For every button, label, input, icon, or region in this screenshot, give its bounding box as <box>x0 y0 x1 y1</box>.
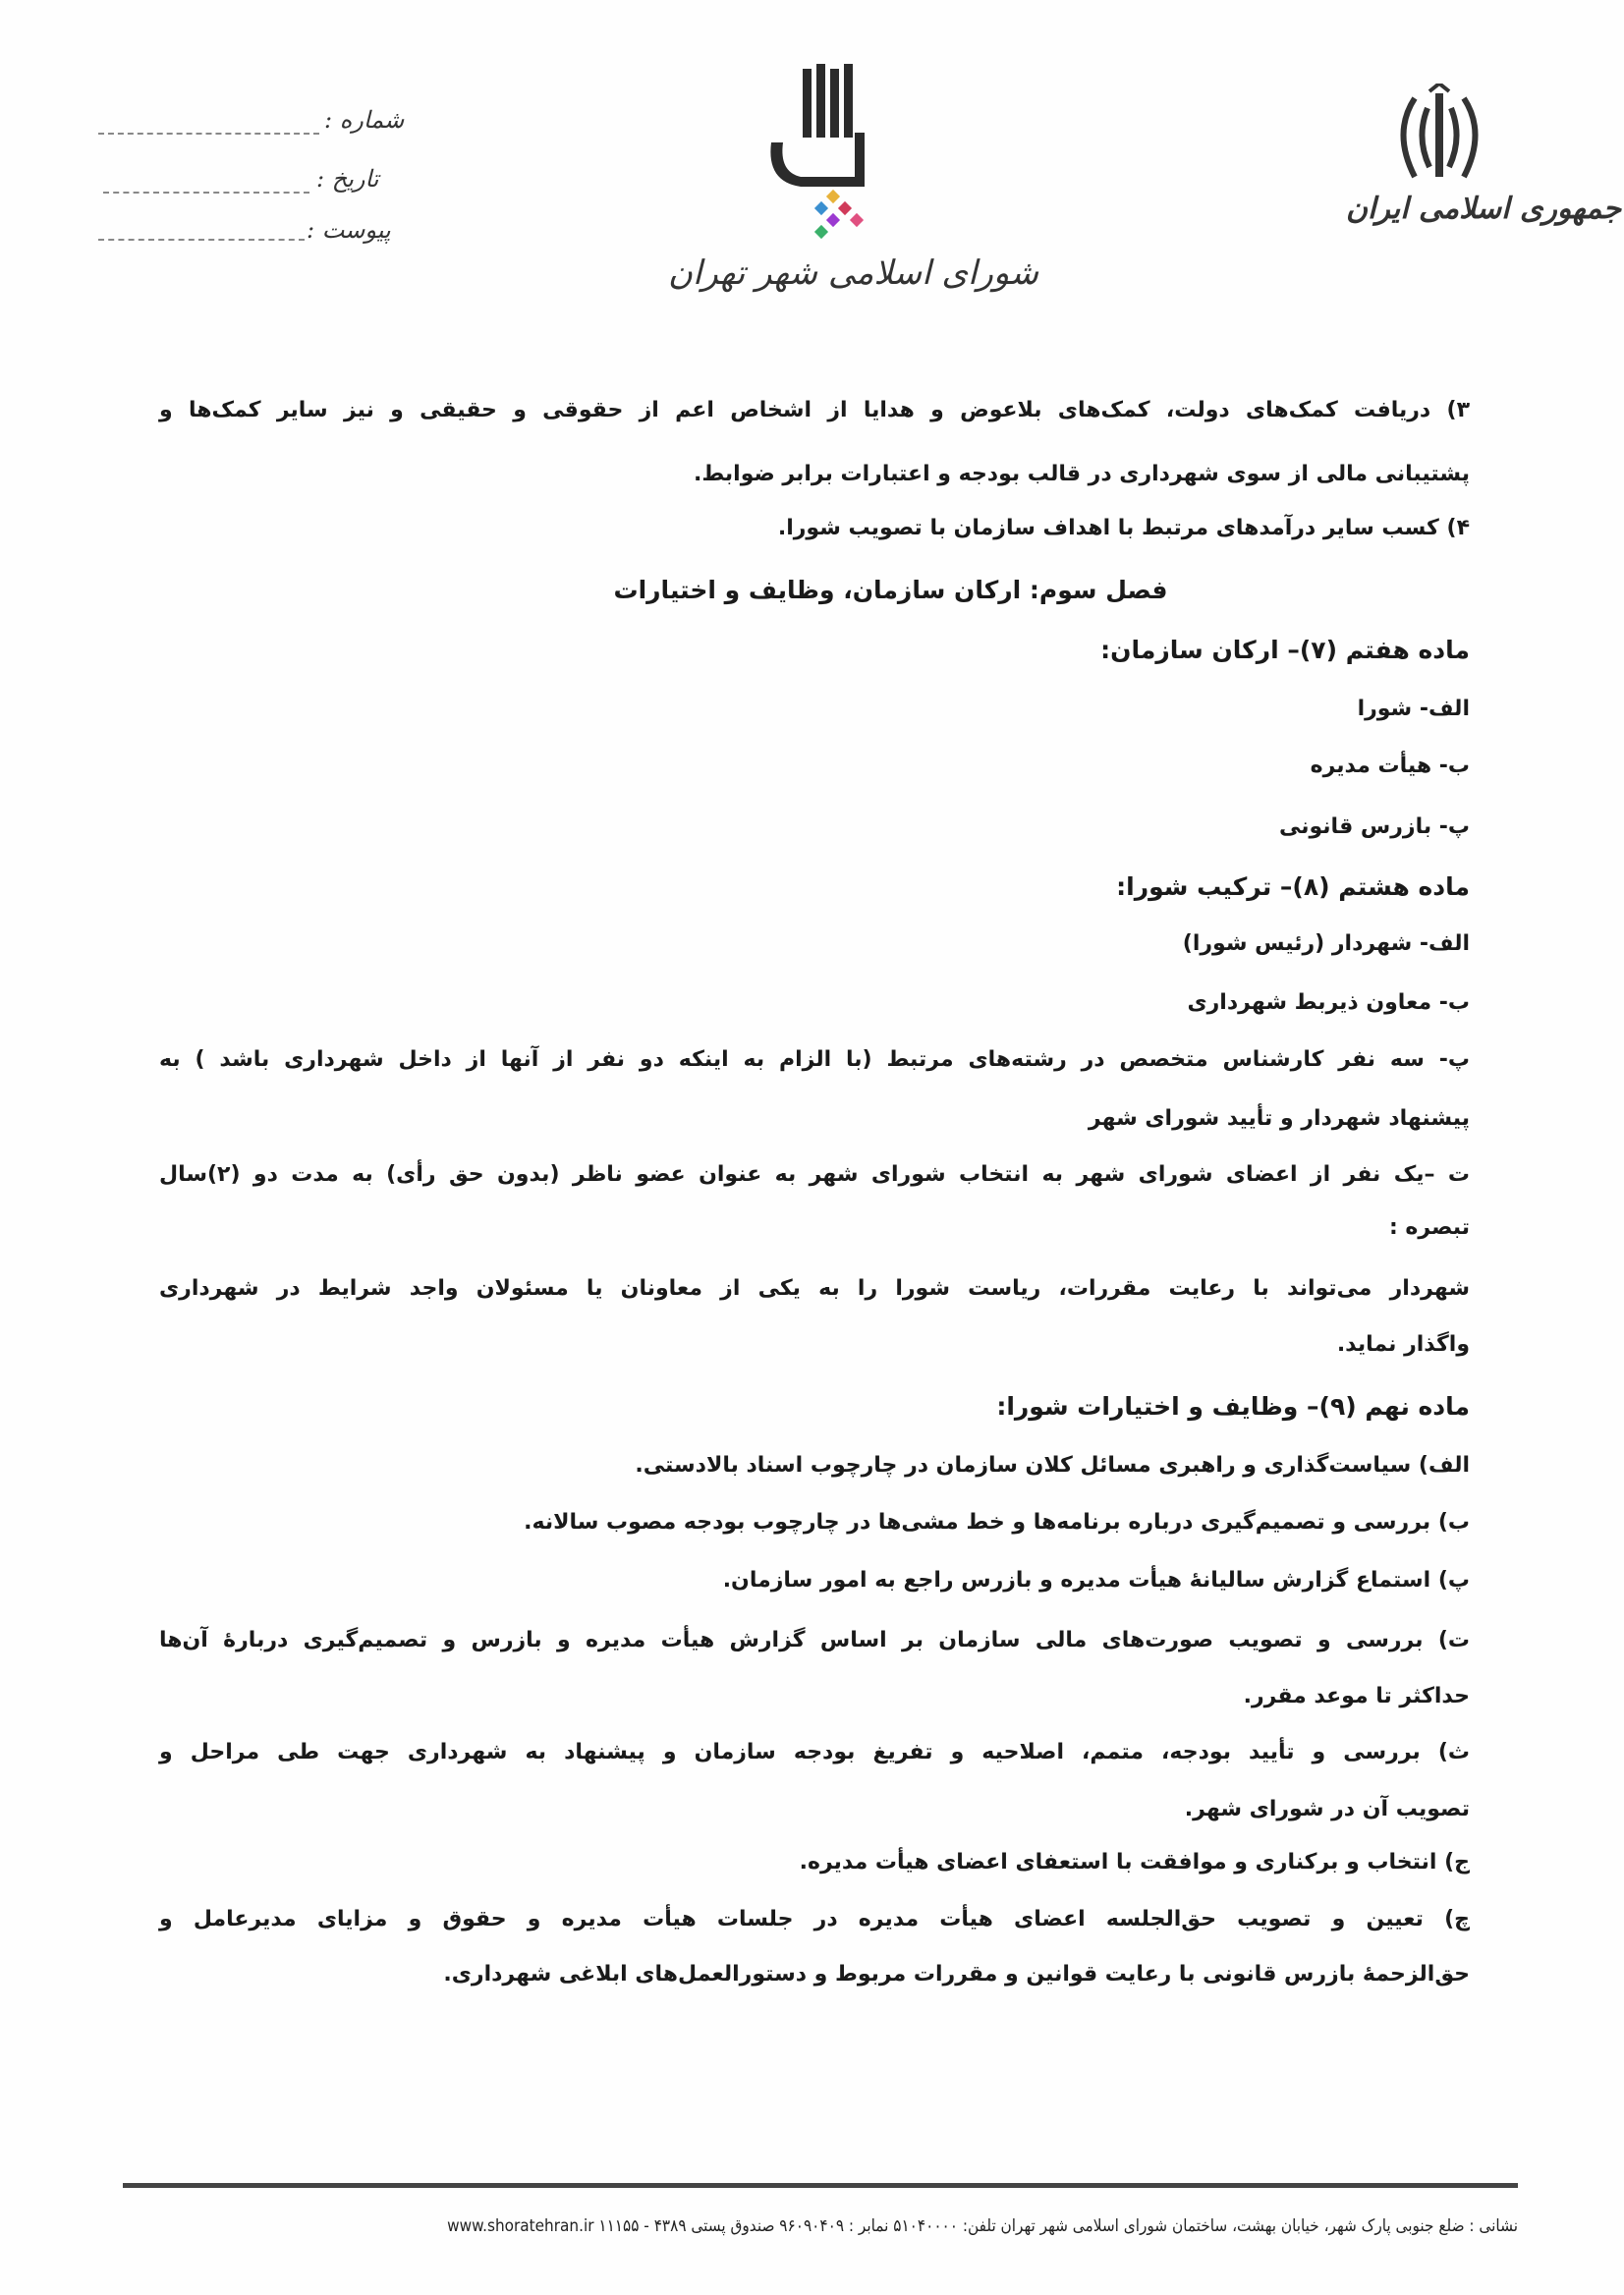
body-line: پیشنهاد شهردار و تأیید شورای شهر <box>1088 1106 1470 1131</box>
field-attachment-label: پیوست : <box>307 216 391 244</box>
field-number-line <box>98 133 319 135</box>
body-line: پ- بازرس قانونی <box>1278 814 1470 839</box>
body-line: پشتیبانی مالی از سوی شهرداری در قالب بودجه و اعتبارات برابر ضوابط. <box>693 462 1470 486</box>
body-line: ب- هیأت مدیره <box>1310 754 1470 778</box>
body-line: ت) بررسی و تصویب صورت‌های مالی سازمان بر اساس گزارش هیأت مدیره و بازرس و تصمیم‌گیری دربارۀ آن‌ها <box>159 1628 1470 1652</box>
body-line: ت –یک نفر از اعضای شورای شهر به انتخاب شورای شهر به عنوان عضو ناظر (بدون حق رأی) به مدت دو (۲)سال <box>159 1162 1470 1187</box>
body-line: الف) سیاست‌گذاری و راهبری مسائل کلان سازمان در چارچوب اسناد بالادستی. <box>635 1453 1470 1478</box>
note-heading: تبصره : <box>1388 1215 1470 1240</box>
body-line: پ) استماع گزارش سالیانۀ هیأت مدیره و بازرس راجع به امور سازمان. <box>722 1568 1470 1593</box>
body-line: حداکثر تا موعد مقرر. <box>1243 1684 1470 1708</box>
body-line: الف- شورا <box>1357 697 1470 721</box>
body-line: تصویب آن در شورای شهر. <box>1184 1797 1470 1821</box>
iran-emblem-icon <box>1380 84 1498 192</box>
body-line: ب) بررسی و تصمیم‌گیری درباره برنامه‌ها و خط مشی‌ها در چارچوب بودجه مصوب سالانه. <box>524 1510 1470 1535</box>
field-number-label: شماره : <box>324 106 405 134</box>
body-line: پ- سه نفر کارشناس متخصص در رشته‌های مرتبط (با الزام به اینکه دو نفر از آنها از داخل شهرداری باشد ) به <box>159 1047 1470 1072</box>
body-line: الف- شهردار (رئیس شورا) <box>1182 931 1470 956</box>
field-date-label: تاریخ : <box>316 165 379 193</box>
council-logo-caption: شورای اسلامی شهر تهران <box>668 253 1038 293</box>
body-line: ج) انتخاب و برکناری و موافقت با استعفای اعضای هیأت مدیره. <box>799 1850 1470 1875</box>
body-line: حق‌الزحمۀ بازرس قانونی با رعایت قوانین و مقررات مربوط و دستورالعمل‌های ابلاغی شهرداری. <box>443 1962 1470 1987</box>
iran-emblem <box>1380 84 1498 192</box>
footer-address: نشانی : ضلع جنوبی پارک شهر، خیابان بهشت، ساختمان شورای اسلامی شهر تهران تلفن: ۵۱۰۴۰۰۰۰ نمابر : ۹۶۰۹۰۴۰۹ صندوق پستی ۴۳۸۹ - ۱۱۱۵۵ www.shoratehran.ir <box>447 2216 1518 2236</box>
body-line: ۴) کسب سایر درآمدهای مرتبط با اهداف سازمان با تصویب شورا. <box>777 516 1470 540</box>
body-line: ب- معاون ذیربط شهرداری <box>1187 990 1470 1015</box>
field-date-line <box>103 192 309 194</box>
article-heading: ماده هفتم (۷)– ارکان سازمان: <box>1100 636 1470 664</box>
article-heading: ماده هشتم (۸)– ترکیب شورا: <box>1116 872 1470 901</box>
article-heading: ماده نهم (۹)– وظایف و اختیارات شورا: <box>996 1392 1470 1421</box>
field-attachment-line <box>98 239 305 241</box>
chapter-heading: فصل سوم: ارکان سازمان، وظایف و اختیارات <box>613 576 1168 604</box>
emblem-caption: جمهوری اسلامی ایران <box>1346 192 1622 226</box>
body-line: چ) تعیین و تصویب حق‌الجلسه اعضای هیأت مدیره در جلسات هیأت مدیره و حقوق و مزایای مدیرعامل و <box>159 1907 1470 1931</box>
council-logo-icon <box>752 64 899 251</box>
body-line: ۳) دریافت کمک‌های دولت، کمک‌های بلاعوض و هدایا از اشخاص اعم از حقوقی و حقیقی و نیز سایر کمک‌ها و <box>159 398 1470 422</box>
body-line: واگذار نماید. <box>1336 1332 1470 1357</box>
body-line: شهردار می‌تواند با رعایت مقررات، ریاست شورا را به یکی از معاونان یا مسئولان واجد شرایط در شهرداری <box>159 1276 1470 1301</box>
footer-divider <box>123 2183 1518 2188</box>
council-logo <box>752 64 899 251</box>
body-line: ث) بررسی و تأیید بودجه، متمم، اصلاحیه و تفریغ بودجه سازمان و پیشنهاد به شهرداری جهت طی مراحل و <box>159 1740 1470 1764</box>
